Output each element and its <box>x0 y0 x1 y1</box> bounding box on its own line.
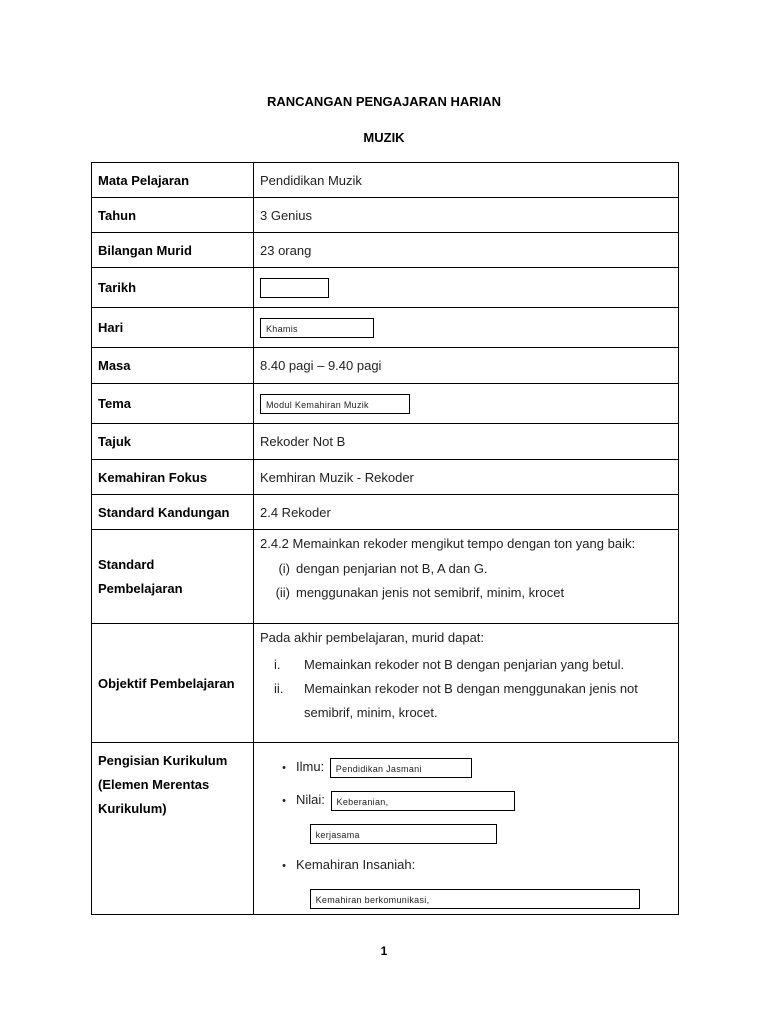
table-row <box>92 624 679 743</box>
list-item: • Kemahiran Insaniah: <box>260 849 678 882</box>
table-row <box>92 530 679 624</box>
document-title: RANCANGAN PENGAJARAN HARIAN <box>266 94 501 109</box>
list-item: (i) dengan penjarian not B, A dan G. <box>278 561 488 576</box>
table-row <box>92 268 679 308</box>
row-label: Tarikh <box>92 268 254 308</box>
tarikh-field[interactable] <box>260 278 329 298</box>
table-row <box>92 460 679 495</box>
objektif-list <box>260 653 678 725</box>
table-row <box>92 743 679 915</box>
table-row <box>92 233 679 268</box>
table-row <box>92 495 679 530</box>
standard-pembelajaran-list <box>260 557 678 605</box>
row-label: Mata Pelajaran <box>92 163 254 198</box>
list-item <box>260 882 678 914</box>
list-item: ii. Memainkan rekoder not B dengan menggunakan jenis not semibrif, minim, krocet. <box>274 681 638 720</box>
row-label: Pengisian Kurikulum (Elemen Merentas Kurikulum) <box>92 743 254 915</box>
lesson-plan-table <box>91 162 679 915</box>
document-subject: MUZIK <box>363 130 405 145</box>
row-label: Objektif Pembelajaran <box>92 624 254 743</box>
page-number: 1 <box>380 944 388 958</box>
row-value: 3 Genius <box>254 198 679 233</box>
table-row <box>92 198 679 233</box>
row-value: Rekoder Not B <box>254 424 679 460</box>
standard-pembelajaran-intro: 2.4.2 Memainkan rekoder mengikut tempo dengan ton yang baik: <box>260 536 636 551</box>
row-value: 8.40 pagi – 9.40 pagi <box>254 348 679 384</box>
list-item: (ii) menggunakan jenis not semibrif, minim, krocet <box>275 585 565 600</box>
row-label: Hari <box>92 308 254 348</box>
table-row <box>92 308 679 348</box>
nilai-field[interactable]: Keberanian, <box>331 791 515 811</box>
bullet-icon: • <box>282 795 286 807</box>
list-item: • Nilai: Keberanian, <box>260 784 678 817</box>
row-label: Tema <box>92 384 254 424</box>
ilmu-field[interactable]: Pendidikan Jasmani <box>330 758 472 778</box>
row-label: Standard Kandungan <box>92 495 254 530</box>
tema-field[interactable]: Modul Kemahiran Muzik <box>260 394 410 414</box>
row-label: Masa <box>92 348 254 384</box>
row-value: Kemhiran Muzik - Rekoder <box>254 460 679 495</box>
row-label: Standard Pembelajaran <box>92 530 254 624</box>
list-item: • Ilmu: Pendidikan Jasmani <box>260 751 678 784</box>
row-value: 23 orang <box>254 233 679 268</box>
bullet-icon: • <box>282 762 286 774</box>
table-row <box>92 424 679 460</box>
pengisian-list <box>260 751 678 914</box>
row-value: 2.4 Rekoder <box>254 495 679 530</box>
row-label: Bilangan Murid <box>92 233 254 268</box>
row-label: Tahun <box>92 198 254 233</box>
list-item <box>260 817 678 849</box>
nilai-field-2[interactable]: kerjasama <box>310 824 497 844</box>
hari-field[interactable]: Khamis <box>260 318 374 338</box>
objektif-intro: Pada akhir pembelajaran, murid dapat: <box>260 630 485 645</box>
row-label: Kemahiran Fokus <box>92 460 254 495</box>
row-value: Pendidikan Muzik <box>254 163 679 198</box>
row-label: Tajuk <box>92 424 254 460</box>
table-row <box>92 163 679 198</box>
list-item: i. Memainkan rekoder not B dengan penjarian yang betul. <box>274 657 625 672</box>
table-row <box>92 384 679 424</box>
kemahiran-field[interactable]: Kemahiran berkomunikasi, <box>310 889 640 909</box>
table-row <box>92 348 679 384</box>
bullet-icon: • <box>282 860 286 872</box>
